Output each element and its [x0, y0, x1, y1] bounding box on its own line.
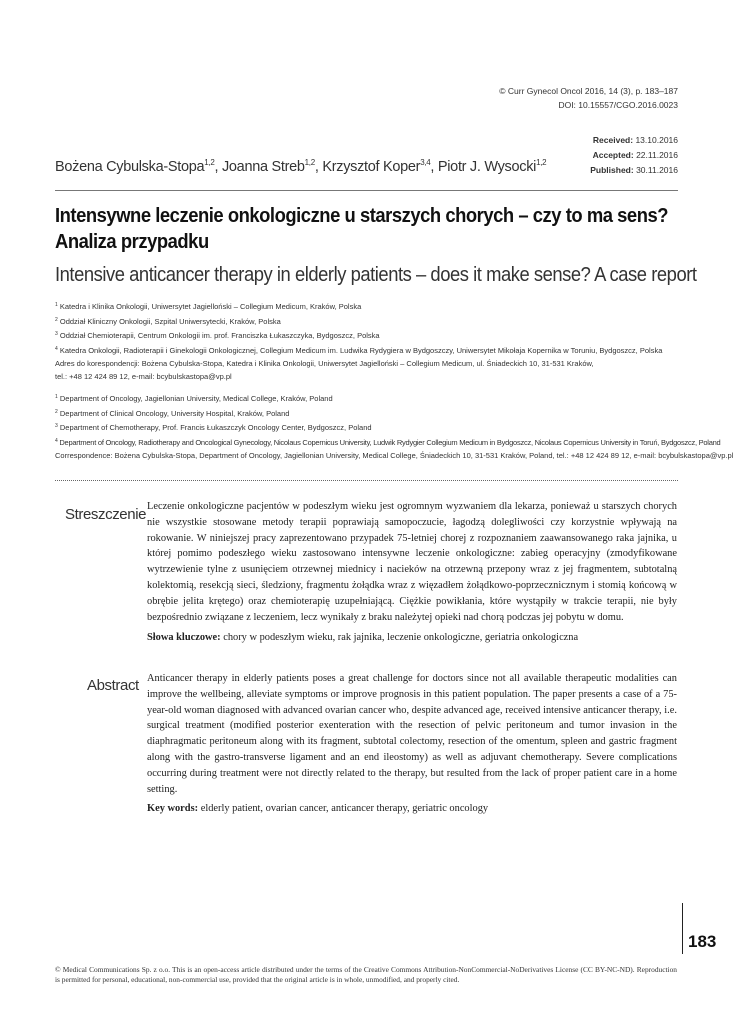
- affiliation-number: 3: [55, 331, 58, 338]
- affiliation-number: 1: [55, 394, 58, 400]
- author-affiliation-sup: 3,4: [420, 158, 431, 167]
- section-divider: [55, 480, 678, 481]
- affiliation-number: 2: [55, 316, 58, 323]
- streszczenie-body: Leczenie onkologiczne pacjentów w podeszłym wieku jest ogromnym wyzwaniem dla lekarza, ponieważ u starszych chorych nie wszystkie stosowane metody terapii poprawiają samopoczucie, łagodzą dolegliwości czy korzystnie wpływają na rokowanie. W niniejszej pracy zaprezentowano przypadek 75-letniej chorej z rozpoznaniem zaawansowanego raka jajnika, u której pomimo podeszłego wieku zastosowano intensywne leczenie onkologiczne: zabieg operacyjny (zmodyfikowane wytrzewienie tylne z usunięciem otrzewnej miednicy i nacieków na otrzewną przepony wraz z jej fragmentem, subtotalną kolektomią, resekcją sieci, śledziony, fragmentu żołądka wraz z więzadłem żołądkowo-poprzecznicznym i stomią końcową w obrębie jelita krętego) oraz chemioterapię uzupełniającą. Ciężkie powikłania, które wystąpiły w trakcie terapii, nie były bezpośrednio związane z leczeniem, lecz wynikały z braku należytej opieki nad chorą podczas jej pobytu w domu.: [147, 501, 677, 623]
- affiliation-item: [55, 406, 695, 421]
- author-name: Piotr J. Wysocki: [437, 159, 537, 175]
- affiliation-item: [55, 328, 695, 343]
- affiliation-number: 4: [55, 346, 58, 353]
- affiliation-number: 1: [55, 302, 58, 308]
- received-date: [590, 133, 678, 148]
- keywords-polish-label: Słowa kluczowe:: [147, 632, 221, 643]
- affiliation-number: 4: [55, 438, 58, 445]
- affiliation-item: [55, 343, 695, 358]
- affiliation-text: Katedra i Klinika Onkologii, Uniwersytet Jagielloński – Collegium Medicum, Kraków, Polska: [59, 302, 362, 311]
- accepted-value: 22.11.2016: [636, 150, 678, 160]
- affiliations-english: [55, 391, 734, 463]
- header-divider: [55, 190, 678, 191]
- author-name: Bożena Cybulska-Stopa: [55, 159, 205, 175]
- correspondence-english: Correspondence: Bożena Cybulska-Stopa, Department of Oncology, Jagiellonian University, Medical College, Śniadeckich 10, 31-531 Kraków, Poland, tel.: +48 12 424 89 12, e-mail: bcybulskastopa@vp.pl: [55, 450, 734, 460]
- affiliation-item: [55, 299, 695, 314]
- accepted-label: Accepted:: [592, 150, 634, 160]
- correspondence-polish-contact: tel.: +48 12 424 89 12, e-mail: bcybulskastopa@vp.pl: [55, 371, 232, 381]
- journal-citation-block: [499, 84, 678, 112]
- abstract-heading: Abstract: [87, 677, 139, 694]
- author-affiliation-sup: 1,2: [536, 158, 547, 167]
- affiliation-item: [55, 391, 695, 406]
- title-english: Intensive anticancer therapy in elderly patients – does it make sense? A case report: [55, 264, 697, 286]
- author-name: Krzysztof Koper: [322, 159, 421, 175]
- accepted-date: [590, 148, 678, 163]
- keywords-polish: [147, 630, 677, 645]
- author-list: Bożena Cybulska-Stopa$^{1,2}$, Joanna Streb$^{1,2}$, Krzysztof Koper$^{3,4}$, Piotr J. Wysocki$^{1,2}$: [55, 158, 547, 175]
- affiliation-number: 3: [55, 423, 58, 430]
- published-label: Published:: [590, 165, 634, 175]
- affiliation-text: Oddział Kliniczny Onkologii, Szpital Uniwersytecki, Kraków, Polska: [59, 316, 281, 326]
- published-date: [590, 163, 678, 178]
- keywords-english: [147, 801, 677, 816]
- received-value: 13.10.2016: [635, 135, 678, 145]
- keywords-english-text: elderly patient, ovarian cancer, anticancer therapy, geriatric oncology: [200, 803, 489, 814]
- affiliation-text: Department of Clinical Oncology, University Hospital, Kraków, Poland: [59, 408, 290, 418]
- affiliations-polish: [55, 299, 695, 383]
- affiliation-text: Department of Oncology, Radiotherapy and Oncological Gynecology, Nicolaus Copernicus University, Ludwik Rydygier Collegium Medicum in Bydgoszcz, Nicolaus Copernicus University in Toruń, Bydgoszcz, Poland: [59, 438, 721, 448]
- author-name: Joanna Streb: [221, 159, 305, 175]
- affiliation-text: Department of Oncology, Jagiellonian University, Medical College, Kraków, Poland: [59, 394, 333, 403]
- received-label: Received:: [592, 135, 634, 145]
- affiliation-text: Katedra Onkologii, Radioterapii i Ginekologii Onkologicznej, Collegium Medicum im. Ludwika Rydygiera w Bydgoszczy, Uniwersytet Mikołaja Kopernika w Toruniu, Bydgoszcz, Polska: [59, 346, 663, 356]
- author-affiliation-sup: 1,2: [204, 158, 215, 167]
- published-value: 30.11.2016: [636, 165, 678, 175]
- affiliation-text: Oddział Chemioterapii, Centrum Onkologii im. prof. Franciszka Łukaszczyka, Bydgoszcz, Polska: [59, 331, 380, 341]
- title-polish: Intensywne leczenie onkologiczne u starszych chorych – czy to ma sens? Analiza przypadku: [55, 205, 669, 253]
- affiliation-item: [55, 435, 721, 450]
- page-number: 183: [688, 932, 717, 951]
- author-affiliation-sup: 1,2: [304, 158, 315, 167]
- keywords-english-label: Key words:: [147, 803, 199, 814]
- correspondence-polish: Adres do korespondencji: Bożena Cybulska-Stopa, Katedra i Klinika Onkologii, Uniwersytet Jagielloński – Collegium Medicum, ul. Śniadeckich 10, 31-531 Kraków,: [55, 358, 594, 368]
- affiliation-item: [55, 314, 695, 329]
- affiliation-number: 2: [55, 408, 58, 415]
- doi: DOI: 10.15557/CGO.2016.0023: [558, 100, 678, 110]
- affiliation-item: [55, 420, 695, 435]
- abstract-body: Anticancer therapy in elderly patients poses a great challenge for doctors since not all available therapeutic modalities can improve the wellbeing, alleviate symptoms or improve prognosis in this patient population. The paper presents a case of a 75-year-old woman diagnosed with advanced ovarian cancer who, despite advanced age, received intensive anticancer therapy, i.e. surgical treatment (modified posterior exenteration with the resection of pelvic peritoneum and tumor invasion in the diaphragmatic peritoneum along with its fragment, subtotal colectomy, resection of the omentum, spleen and gastric fragment along with the gastro-transverse ligament and an end ileostomy) as well as adjuvant chemotherapy. Severe complications occurring during treatment were not directly related to the therapy, but resulted from the lack of proper patient care in a home setting.: [147, 673, 677, 795]
- streszczenie-heading: Streszczenie: [65, 506, 147, 523]
- page-number-rule: [682, 903, 683, 954]
- keywords-polish-text: chory w podeszłym wieku, rak jajnika, leczenie onkologiczne, geriatria onkologiczna: [223, 632, 579, 643]
- license-footer: © Medical Communications Sp. z o.o. This is an open-access article distributed under the terms of the Creative Commons Attribution-NonCommercial-NoDerivatives License (CC BY-NC-ND). Reproduction is permitted for personal, educational, non-commercial use, provided that the original article is in whole, unmodified, and properly cited.: [55, 965, 677, 984]
- affiliation-text: Department of Chemotherapy, Prof. Francis Łukaszczyk Oncology Center, Bydgoszcz, Poland: [59, 423, 372, 433]
- publication-dates: [590, 133, 678, 178]
- journal-citation: © Curr Gynecol Oncol 2016, 14 (3), p. 183–187: [499, 86, 678, 96]
